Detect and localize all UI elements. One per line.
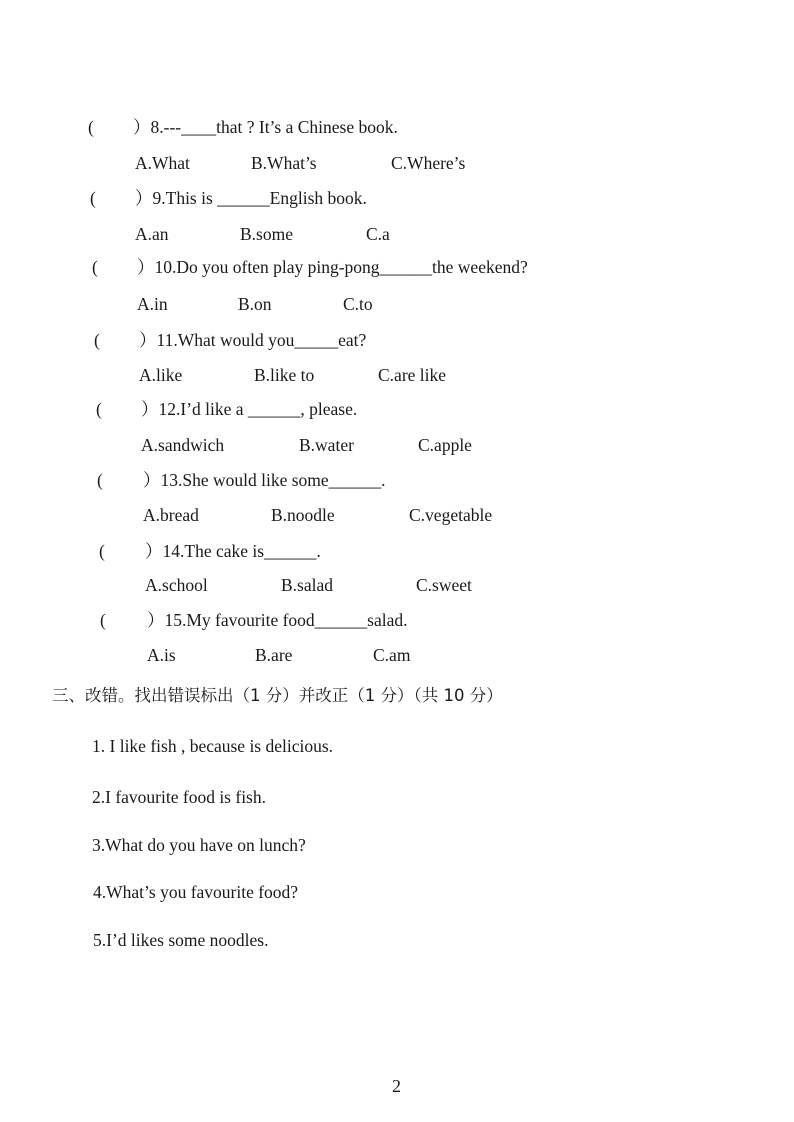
answer-blank[interactable]: ( — [97, 470, 103, 490]
correction-item: 1. I like fish , because is delicious. — [92, 736, 334, 756]
answer-option: C.to — [343, 294, 373, 314]
answer-option: A.in — [137, 294, 168, 314]
answer-blank[interactable]: ( — [90, 188, 96, 208]
answer-option: B.are — [255, 645, 293, 665]
correction-item: 4.What’s you favourite food? — [93, 882, 299, 902]
answer-blank[interactable]: ( — [99, 541, 105, 561]
answer-blank[interactable]: ( — [100, 610, 106, 630]
question-text: ）13.She would like some______. — [143, 470, 386, 490]
page-number: 2 — [392, 1076, 401, 1096]
answer-option: A.is — [147, 645, 176, 665]
answer-option: B.noodle — [271, 505, 335, 525]
question-text: ）10.Do you often play ping-pong______the weekend? — [137, 257, 528, 277]
answer-option: B.like to — [254, 365, 315, 385]
answer-option: B.some — [240, 224, 293, 244]
answer-option: C.am — [373, 645, 411, 665]
answer-blank[interactable]: ( — [94, 330, 100, 350]
answer-option: A.bread — [143, 505, 199, 525]
answer-option: C.vegetable — [409, 505, 493, 525]
question-text: ）11.What would you_____eat? — [139, 330, 367, 350]
answer-blank[interactable]: ( — [92, 257, 98, 277]
answer-option: C.sweet — [416, 575, 472, 595]
answer-option: C.a — [366, 224, 390, 244]
answer-option: A.sandwich — [141, 435, 225, 455]
question-text: ）14.The cake is______. — [145, 541, 321, 561]
answer-option: B.water — [299, 435, 354, 455]
answer-option: A.school — [145, 575, 208, 595]
answer-option: C.apple — [418, 435, 472, 455]
correction-item: 5.I’d likes some noodles. — [93, 930, 269, 950]
question-text: ）9.This is ______English book. — [135, 188, 367, 208]
correction-item: 2.I favourite food is fish. — [92, 787, 266, 807]
answer-option: B.on — [238, 294, 272, 314]
question-text: ）8.---____that ? It’s a Chinese book. — [133, 117, 398, 137]
answer-option: A.like — [139, 365, 183, 385]
question-text: ）15.My favourite food______salad. — [147, 610, 408, 630]
answer-blank[interactable]: ( — [96, 399, 102, 419]
answer-blank[interactable]: ( — [88, 117, 94, 137]
answer-option: C.Where’s — [391, 153, 466, 173]
answer-option: B.salad — [281, 575, 334, 595]
answer-option: A.What — [135, 153, 190, 173]
answer-option: C.are like — [378, 365, 447, 385]
answer-option: A.an — [135, 224, 169, 244]
answer-option: B.What’s — [251, 153, 317, 173]
question-text: ）12.I’d like a ______, please. — [141, 399, 358, 419]
correction-item: 3.What do you have on lunch? — [92, 835, 306, 855]
section-3-heading: 三、改错。找出错误标出（1 分）并改正（1 分）（共 10 分） — [52, 686, 503, 705]
